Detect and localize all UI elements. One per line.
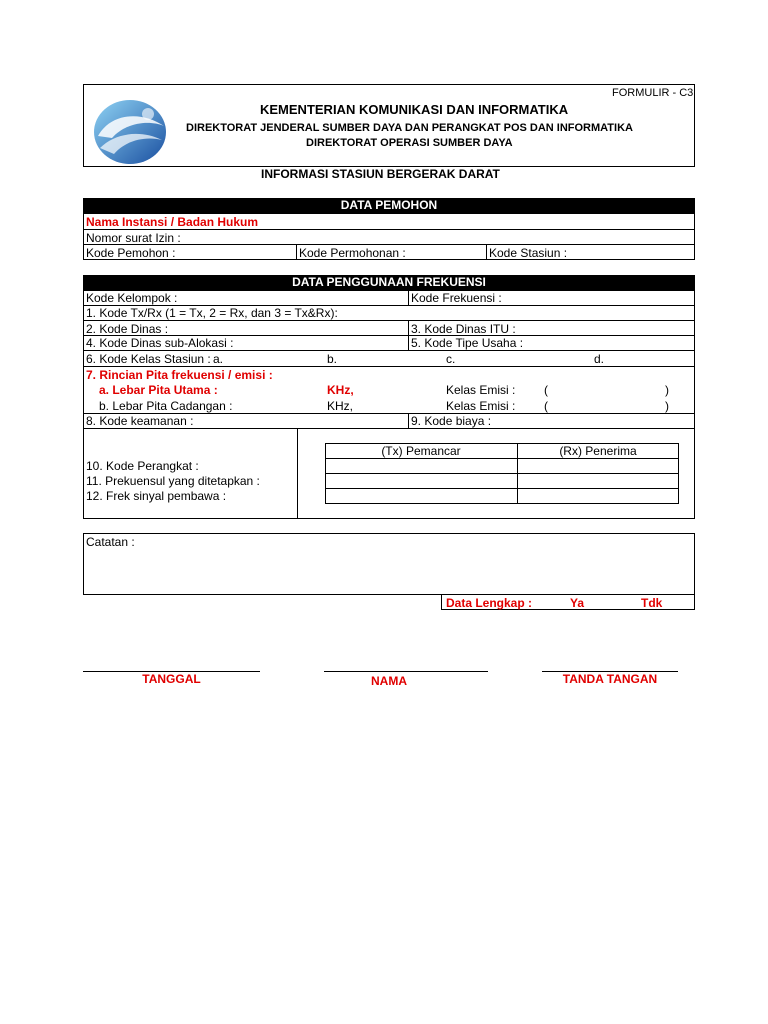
kode-kelompok-field[interactable]: Kode Kelompok : — [86, 291, 178, 305]
data-lengkap-label: Data Lengkap : — [446, 596, 533, 610]
lebar-pita-cadangan-label: b. Lebar Pita Cadangan : — [99, 399, 233, 413]
kode-frekuensi-field[interactable]: Kode Frekuensi : — [411, 291, 502, 305]
nama-label: NAMA — [371, 674, 407, 688]
directorate-general: DIREKTORAT JENDERAL SUMBER DAYA DAN PERANGKAT POS DAN INFORMATIKA — [186, 122, 633, 134]
kelas-emisi-1-open: ( — [544, 383, 548, 397]
nama-instansi-field[interactable]: Nama Instansi / Badan Hukum — [86, 215, 259, 229]
kode-pemohon-field[interactable]: Kode Pemohon : — [86, 246, 176, 260]
kominfo-logo-icon — [90, 92, 170, 166]
kelas-option-d[interactable]: d. — [594, 352, 605, 366]
nomor-surat-field[interactable]: Nomor surat Izin : — [86, 231, 181, 245]
frek-sinyal-label: 12. Frek sinyal pembawa : — [86, 489, 227, 503]
tx-pemancar-header: (Tx) Pemancar — [381, 444, 461, 458]
kode-txrx-field[interactable]: 1. Kode Tx/Rx (1 = Tx, 2 = Rx, dan 3 = Tx&Rx): — [86, 306, 338, 320]
kode-kelas-stasiun-field[interactable]: 6. Kode Kelas Stasiun : — [86, 352, 211, 366]
kode-dinas-sub-field[interactable]: 4. Kode Dinas sub-Alokasi : — [86, 336, 234, 350]
catatan-label: Catatan : — [86, 535, 135, 549]
kode-dinas-itu-field[interactable]: 3. Kode Dinas ITU : — [411, 322, 516, 336]
ya-option[interactable]: Ya — [570, 596, 585, 610]
kelas-option-a[interactable]: a. — [213, 352, 224, 366]
form-title: INFORMASI STASIUN BERGERAK DARAT — [261, 167, 500, 181]
rincian-pita-title: 7. Rincian Pita frekuensi / emisi : — [86, 368, 273, 382]
nama-line[interactable] — [324, 671, 488, 672]
kelas-emisi-2-open: ( — [544, 399, 548, 413]
form-code: FORMULIR - C3 — [612, 87, 694, 99]
kelas-emisi-2-close: ) — [665, 399, 669, 413]
khz-utama-label: KHz, — [327, 383, 354, 397]
kelas-emisi-1-close: ) — [665, 383, 669, 397]
kelas-option-b[interactable]: b. — [327, 352, 338, 366]
prekuensi-ditetapkan-label: 11. Prekuensul yang ditetapkan : — [86, 474, 260, 488]
kode-perangkat-label: 10. Kode Perangkat : — [86, 459, 199, 473]
khz-cadangan-label: KHz, — [327, 399, 354, 413]
kelas-emisi-1-label: Kelas Emisi : — [446, 383, 516, 397]
kode-keamanan-field[interactable]: 8. Kode keamanan : — [86, 414, 194, 428]
kode-stasiun-field[interactable]: Kode Stasiun : — [489, 246, 568, 260]
tx-cell-3[interactable] — [326, 489, 516, 503]
section-data-pemohon: DATA PEMOHON — [83, 198, 695, 213]
kode-dinas-field[interactable]: 2. Kode Dinas : — [86, 322, 169, 336]
rx-cell-2[interactable] — [518, 474, 678, 488]
kelas-emisi-2-label: Kelas Emisi : — [446, 399, 516, 413]
lebar-pita-utama-label: a. Lebar Pita Utama : — [99, 383, 218, 397]
tx-cell-2[interactable] — [326, 474, 516, 488]
rx-cell-1[interactable] — [518, 459, 678, 473]
rx-cell-3[interactable] — [518, 489, 678, 503]
catatan-box[interactable] — [83, 533, 695, 595]
tanda-tangan-label: TANDA TANGAN — [562, 672, 658, 686]
ministry-title: KEMENTERIAN KOMUNIKASI DAN INFORMATIKA — [260, 102, 569, 117]
kode-biaya-field[interactable]: 9. Kode biaya : — [411, 414, 492, 428]
section-data-frekuensi: DATA PENGGUNAAN FREKUENSI — [83, 275, 695, 290]
kode-permohonan-field[interactable]: Kode Permohonan : — [299, 246, 406, 260]
rx-penerima-header: (Rx) Penerima — [559, 444, 637, 458]
kode-tipe-usaha-field[interactable]: 5. Kode Tipe Usaha : — [411, 336, 524, 350]
tx-cell-1[interactable] — [326, 459, 516, 473]
kelas-option-c[interactable]: c. — [446, 352, 456, 366]
tanggal-label: TANGGAL — [142, 672, 201, 686]
tdk-option[interactable]: Tdk — [641, 596, 663, 610]
directorate: DIREKTORAT OPERASI SUMBER DAYA — [306, 137, 513, 149]
